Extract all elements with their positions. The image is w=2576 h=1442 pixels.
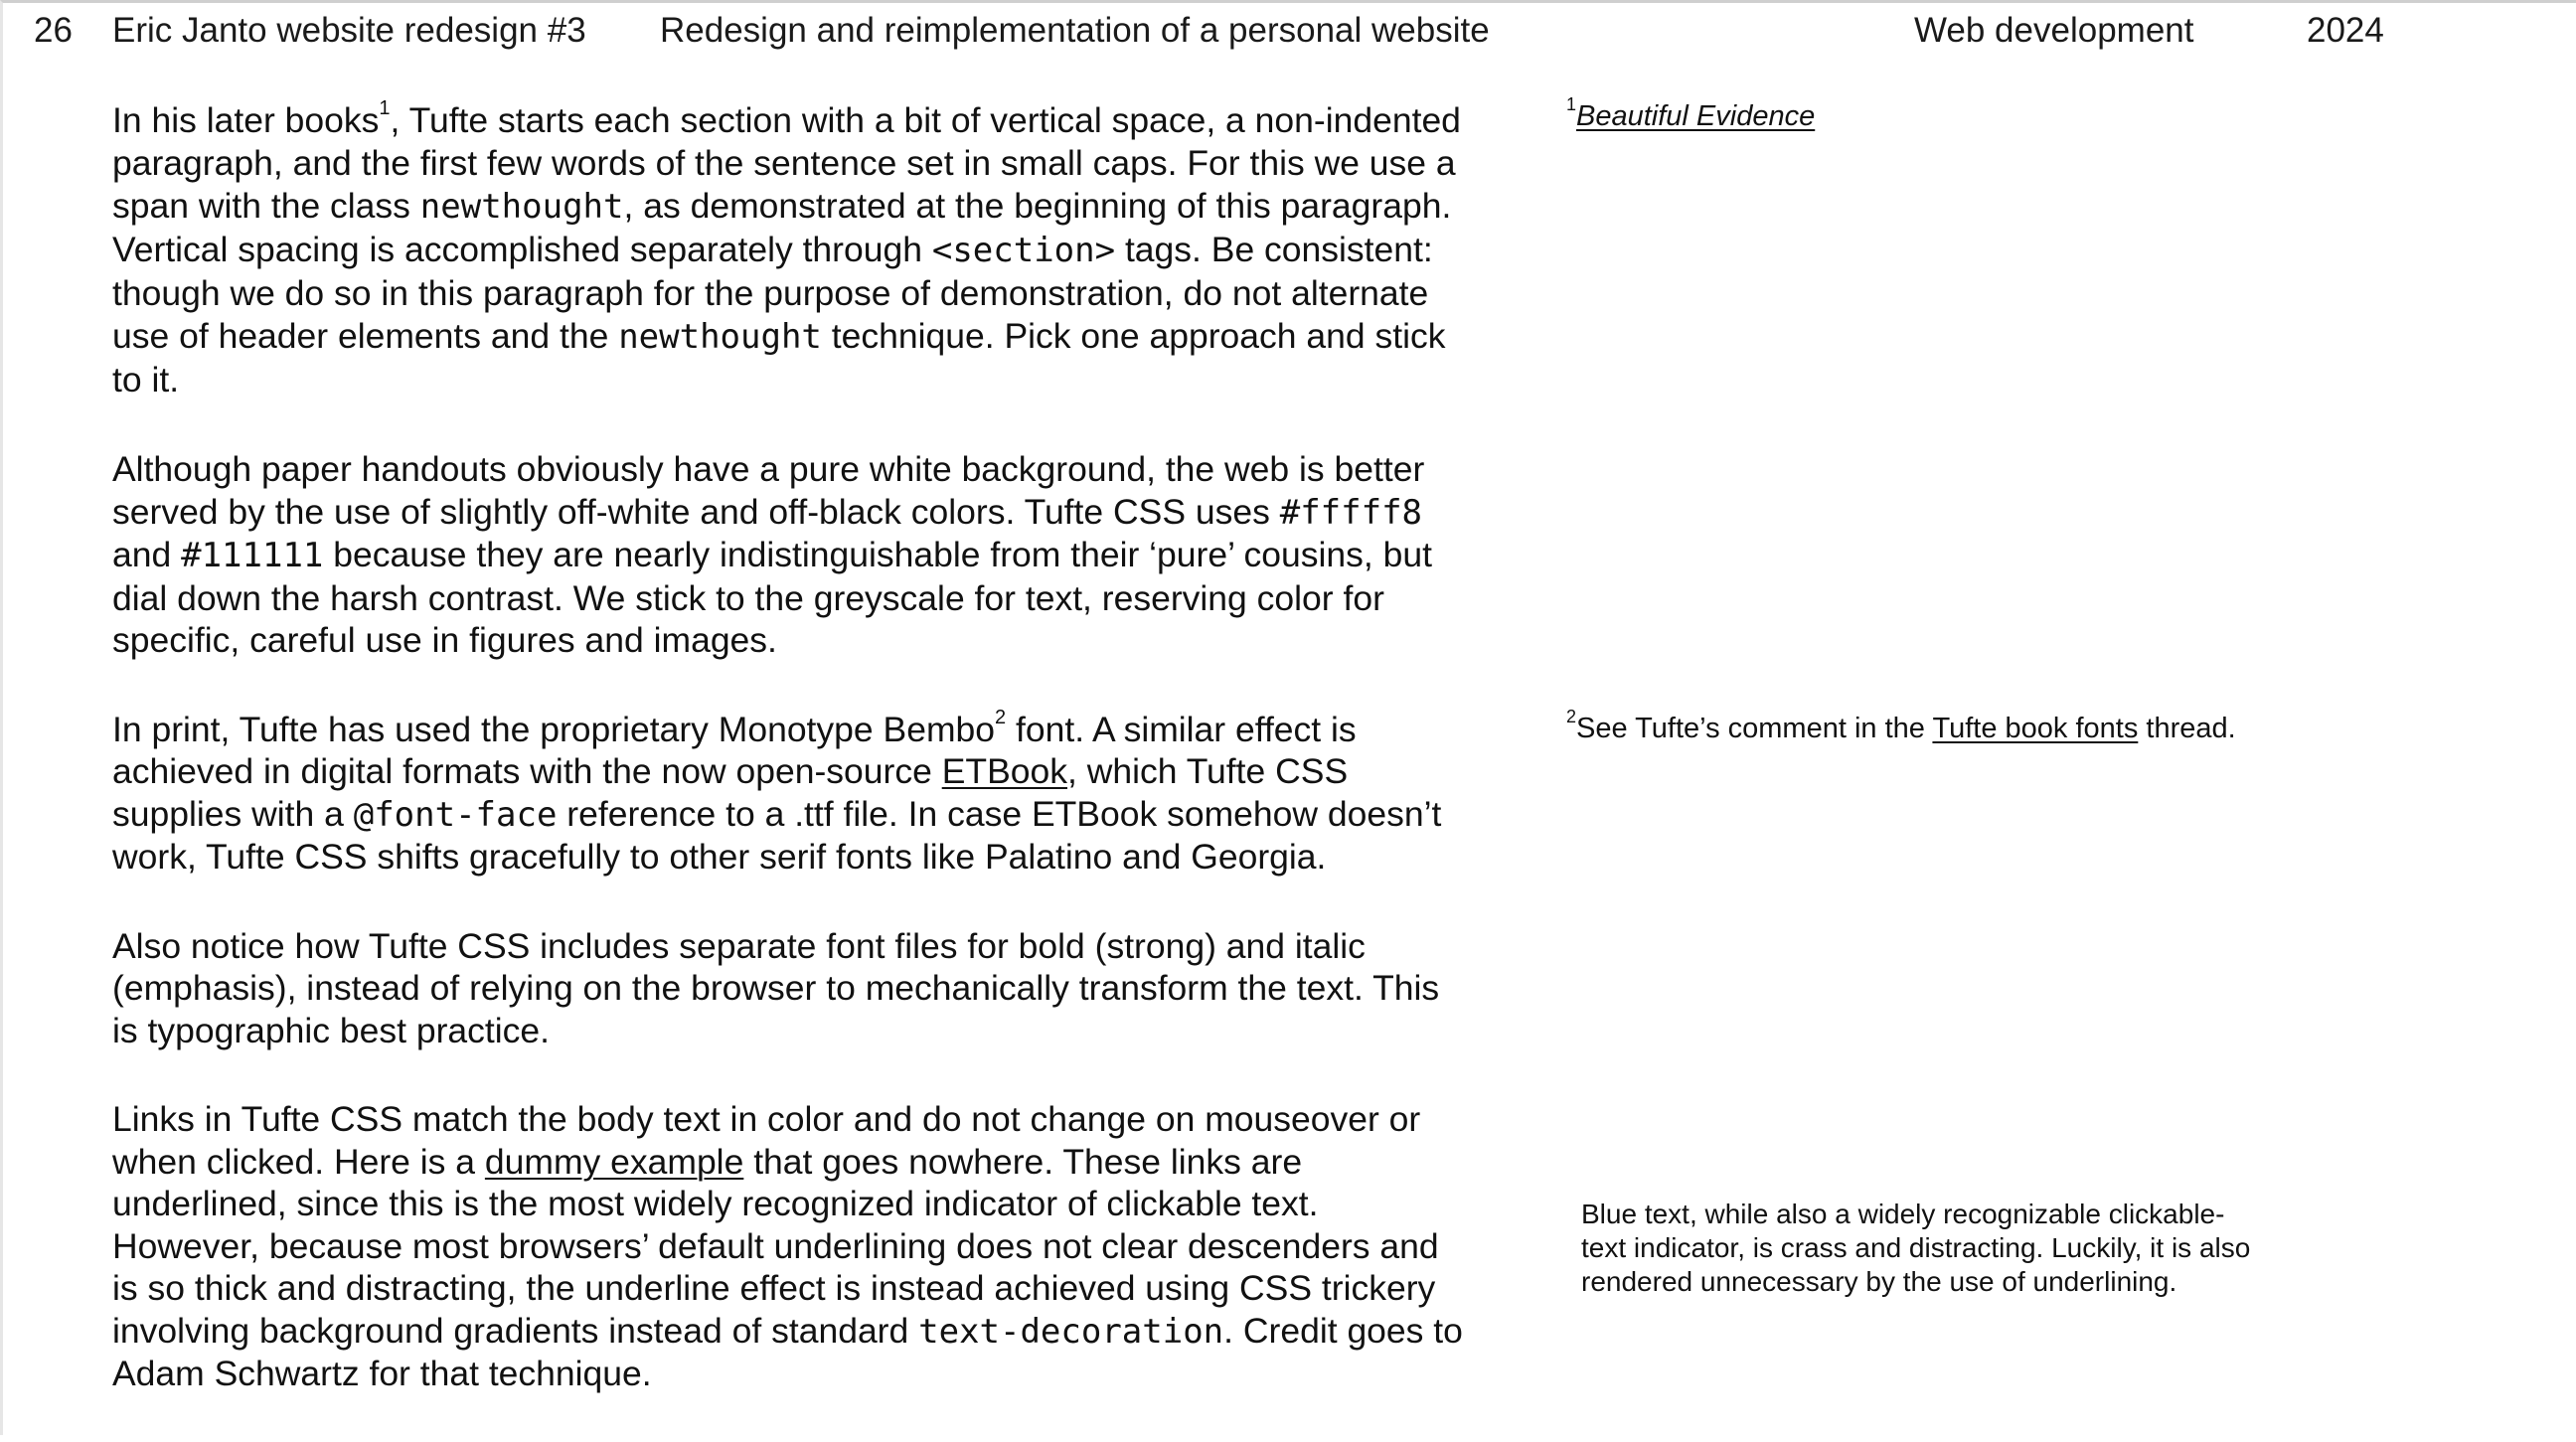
text-run: reference to a .ttf file. In case ETBook somehow doesn’t work, Tufte CSS shifts gracefully to other serif fonts like Palatino and Georgia. [112, 793, 1442, 877]
project-year: 2024 [2307, 11, 2384, 50]
text-run: , which Tufte CSS supplies with a [112, 751, 1349, 834]
sidenote-2 [1566, 707, 2236, 745]
text-run: Links in Tufte CSS match the body text in color and do not change on mouseover or when clicked. Here is a [112, 1099, 1421, 1182]
text-run: and [112, 535, 182, 574]
project-header-row[interactable] [0, 8, 2576, 54]
text-run: Although paper handouts obviously have a pure white background, the web is better served by the use of slightly off-white and off-black colors. Tufte CSS uses [112, 449, 1425, 532]
inline-code: newthought [419, 187, 624, 227]
text-run: tags. Be consistent: though we do so in this paragraph for the purpose of demonstration, do not alternate use of header elements and the [112, 230, 1433, 356]
inline-code: #111111 [181, 536, 324, 575]
text-run: that goes nowhere. These links are underlined, since this is the most widely recognized indicator of clickable text. However, because most browsers’ default underlining does not clear descenders and is so thick and distracting, the underline effect is instead achieved using CSS trickery involving background gradients instead of standard [112, 1141, 1439, 1351]
text-run: thread. [2138, 713, 2236, 744]
inline-code: @font-face [353, 794, 558, 835]
inline-code: text-decoration [918, 1311, 1224, 1352]
tufte-book-fonts-link[interactable]: Tufte book fonts [1932, 713, 2139, 744]
text-run: In print, Tufte has used the proprietary Monotype Bembo [112, 709, 996, 749]
paragraph-colors [112, 448, 1464, 662]
sidenote-ref-1[interactable]: 1 [379, 97, 391, 120]
etbook-link[interactable]: ETBook [941, 751, 1067, 791]
sidenote-number: 2 [1566, 707, 1577, 727]
text-run: , Tufte starts each section with a bit of vertical space, a non-indented paragraph, and the first few words of the sentence set in small caps. For this we use a span with the class [112, 100, 1461, 226]
text-run: font. A similar effect is achieved in digital formats with the now open-source [112, 709, 1357, 791]
text-run: See Tufte’s comment in the [1576, 713, 1933, 744]
text-run: technique. Pick one approach and stick to it. [112, 316, 1446, 400]
project-category: Web development [1914, 11, 2194, 50]
text-run: because they are nearly indistinguishable from their ‘pure’ cousins, but dial down the harsh contrast. We stick to the greyscale for text, reserving color for specific, careful use in figures and images. [112, 535, 1432, 660]
sidenote-1 [1566, 94, 1816, 133]
beautiful-evidence-link[interactable]: Beautiful Evidence [1576, 100, 1816, 132]
inline-code: <section> [931, 231, 1116, 270]
paragraph-bold-italic: Also notice how Tufte CSS includes separate font files for bold (strong) and italic (emphasis), instead of relying on the browser to mechanically transform the text. This is typographic best practice. [112, 925, 1440, 1050]
margin-note: Blue text, while also a widely recognizable clickable-text indicator, is crass and distracting. Luckily, it is also rendered unnecessary by the use of underlining. [1581, 1199, 2251, 1297]
main-content [112, 99, 1464, 1442]
sidenote-number: 1 [1566, 94, 1577, 115]
text-run: . Credit goes to Adam Schwartz for that technique. [112, 1310, 1463, 1393]
paragraph-fonts [112, 706, 1464, 879]
inline-code: #fffff8 [1279, 492, 1423, 533]
paragraph-newthought [112, 99, 1464, 401]
project-description: Redesign and reimplementation of a personal website [660, 11, 1490, 50]
dummy-example-link[interactable]: dummy example [484, 1141, 744, 1182]
text-run: , as demonstrated at the beginning of this paragraph. Vertical spacing is accomplished separately through [112, 186, 1452, 269]
project-title: Eric Janto website redesign #3 [112, 11, 586, 50]
sidenote-ref-2[interactable]: 2 [995, 706, 1007, 728]
paragraph-links [112, 1098, 1464, 1395]
project-number: 26 [34, 11, 73, 50]
inline-code: newthought [618, 317, 822, 357]
text-run: In his later books [112, 100, 380, 140]
